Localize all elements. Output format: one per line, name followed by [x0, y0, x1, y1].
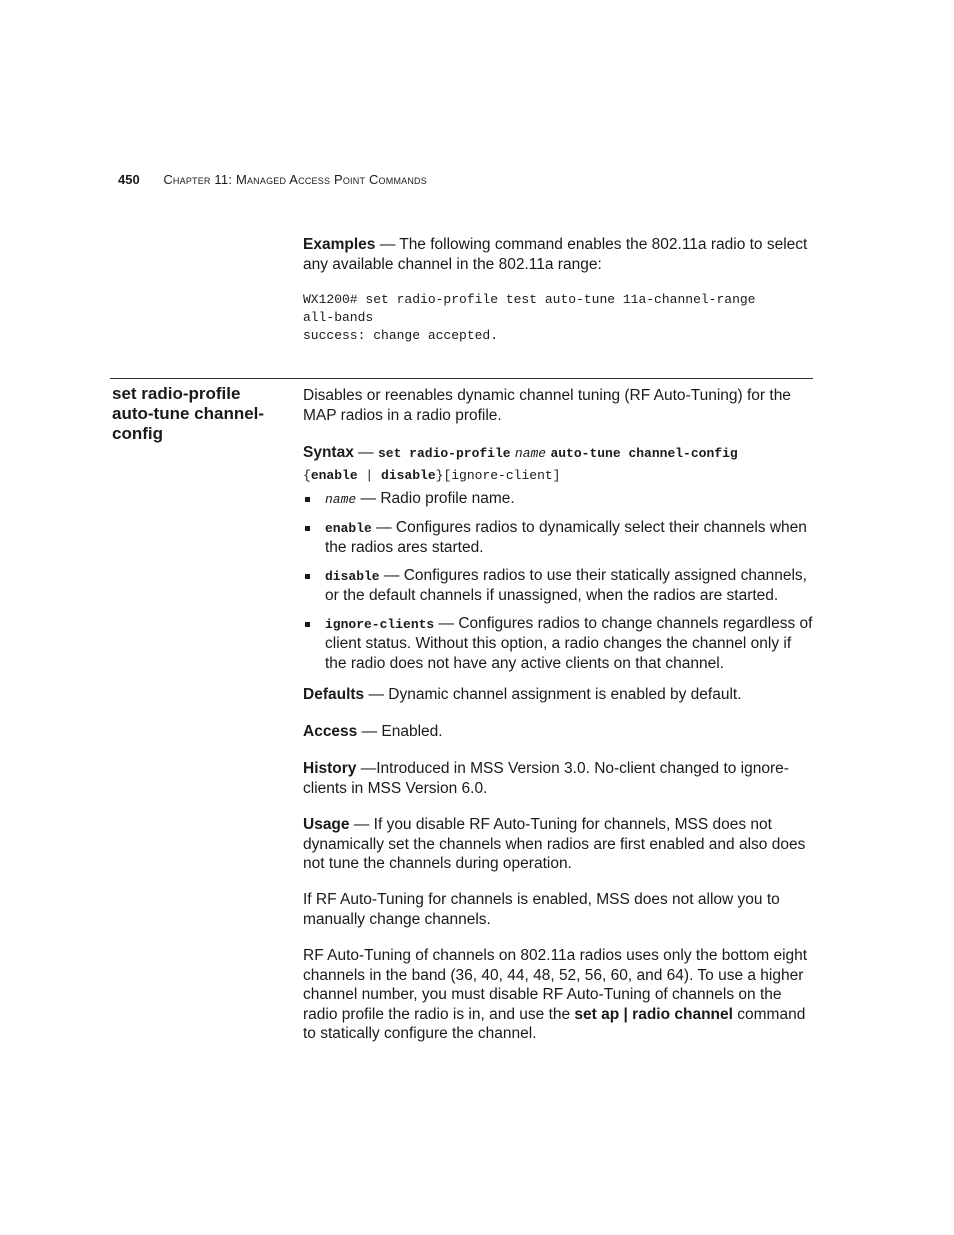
list-item	[303, 489, 813, 510]
defaults-text: — Dynamic channel assignment is enabled by default.	[364, 686, 742, 703]
param-desc: — Configures radios to dynamically select their channels when the radios ares started.	[325, 518, 807, 556]
section-divider	[110, 378, 813, 379]
syntax-enable: enable	[310, 468, 358, 483]
page-number: 450	[118, 172, 140, 187]
defaults-paragraph	[303, 685, 813, 705]
access-text: — Enabled.	[357, 723, 443, 740]
syntax-label: Syntax	[303, 444, 354, 461]
page-header	[118, 172, 427, 187]
usage-paragraph-2: If RF Auto-Tuning for channels is enabled, MSS does not allow you to manually change channels.	[303, 891, 780, 928]
syntax-brace-close: }	[435, 468, 444, 483]
syntax-option: [ignore-client]	[443, 468, 561, 483]
syntax-command-1: set radio-profile	[377, 446, 511, 461]
param-desc: — Configures radios to change channels regardless of client status. Without this option, a radio changes the channel only if the radio does not have any active clients on that channel.	[325, 614, 813, 672]
history-text: —Introduced in MSS Version 3.0. No-client changed to ignore-clients in MSS Version 6.0.	[303, 760, 789, 797]
param-desc: — Configures radios to use their statically assigned channels, or the default channels if unassigned, when the radios are started.	[325, 566, 807, 604]
param-desc: — Radio profile name.	[356, 490, 515, 507]
usage-label: Usage	[303, 816, 350, 833]
bullet-icon	[305, 497, 310, 502]
param-term: ignore-clients	[325, 616, 435, 632]
examples-label: Examples	[303, 236, 376, 253]
bullet-icon	[305, 574, 310, 579]
defaults-label: Defaults	[303, 686, 365, 703]
syntax-command-2: auto-tune channel-config	[550, 446, 738, 461]
access-label: Access	[303, 723, 358, 740]
example-code-block: WX1200# set radio-profile test auto-tune 11a-channel-range all-bands success: change accepted.	[303, 292, 756, 343]
syntax-block	[303, 442, 813, 486]
examples-text: — The following command enables the 802.11a radio to select any available channel in the 802.11a range:	[303, 236, 808, 273]
section-title: set radio-profile auto-tune channel-config	[112, 384, 265, 443]
param-term: enable	[325, 520, 372, 536]
chapter-title: Chapter 11: Managed Access Point Commands	[163, 172, 427, 187]
history-paragraph	[303, 759, 813, 798]
usage-p3-text: RF Auto-Tuning of channels on 802.11a radios uses only the bottom eight channels in the band (36, 40, 44, 48, 52, 56, 60, and 64). To use a higher channel number, you must disable RF Auto-Tuning of channels on the radio profile the radio is in, and use the	[303, 947, 808, 1023]
history-label: History	[303, 760, 357, 777]
usage-text: — If you disable RF Auto-Tuning for channels, MSS does not dynamically set the channels when radios are first enabled and also does not tune the channels during operation.	[303, 816, 806, 872]
syntax-disable: disable	[381, 468, 436, 483]
syntax-brace-open: {	[303, 468, 311, 483]
bullet-icon	[305, 622, 310, 627]
syntax-separator: |	[357, 468, 382, 483]
parameter-list	[303, 489, 813, 681]
access-paragraph	[303, 722, 813, 742]
examples-paragraph	[303, 235, 813, 274]
bullet-icon	[305, 526, 310, 531]
usage-p3-command: set ap | radio channel	[574, 1005, 733, 1023]
section-description: Disables or reenables dynamic channel tuning (RF Auto-Tuning) for the MAP radios in a radio profile.	[303, 387, 791, 424]
list-item	[303, 614, 813, 674]
usage-paragraph-3	[303, 946, 813, 1044]
list-item	[303, 566, 813, 606]
list-item	[303, 518, 813, 558]
param-term: name	[325, 492, 357, 507]
syntax-dash: —	[353, 444, 378, 461]
param-term: disable	[325, 568, 380, 584]
syntax-name-arg: name	[514, 446, 547, 461]
usage-p3-text-end: command to statically configure the channel.	[303, 1005, 806, 1042]
usage-paragraph	[303, 815, 813, 874]
